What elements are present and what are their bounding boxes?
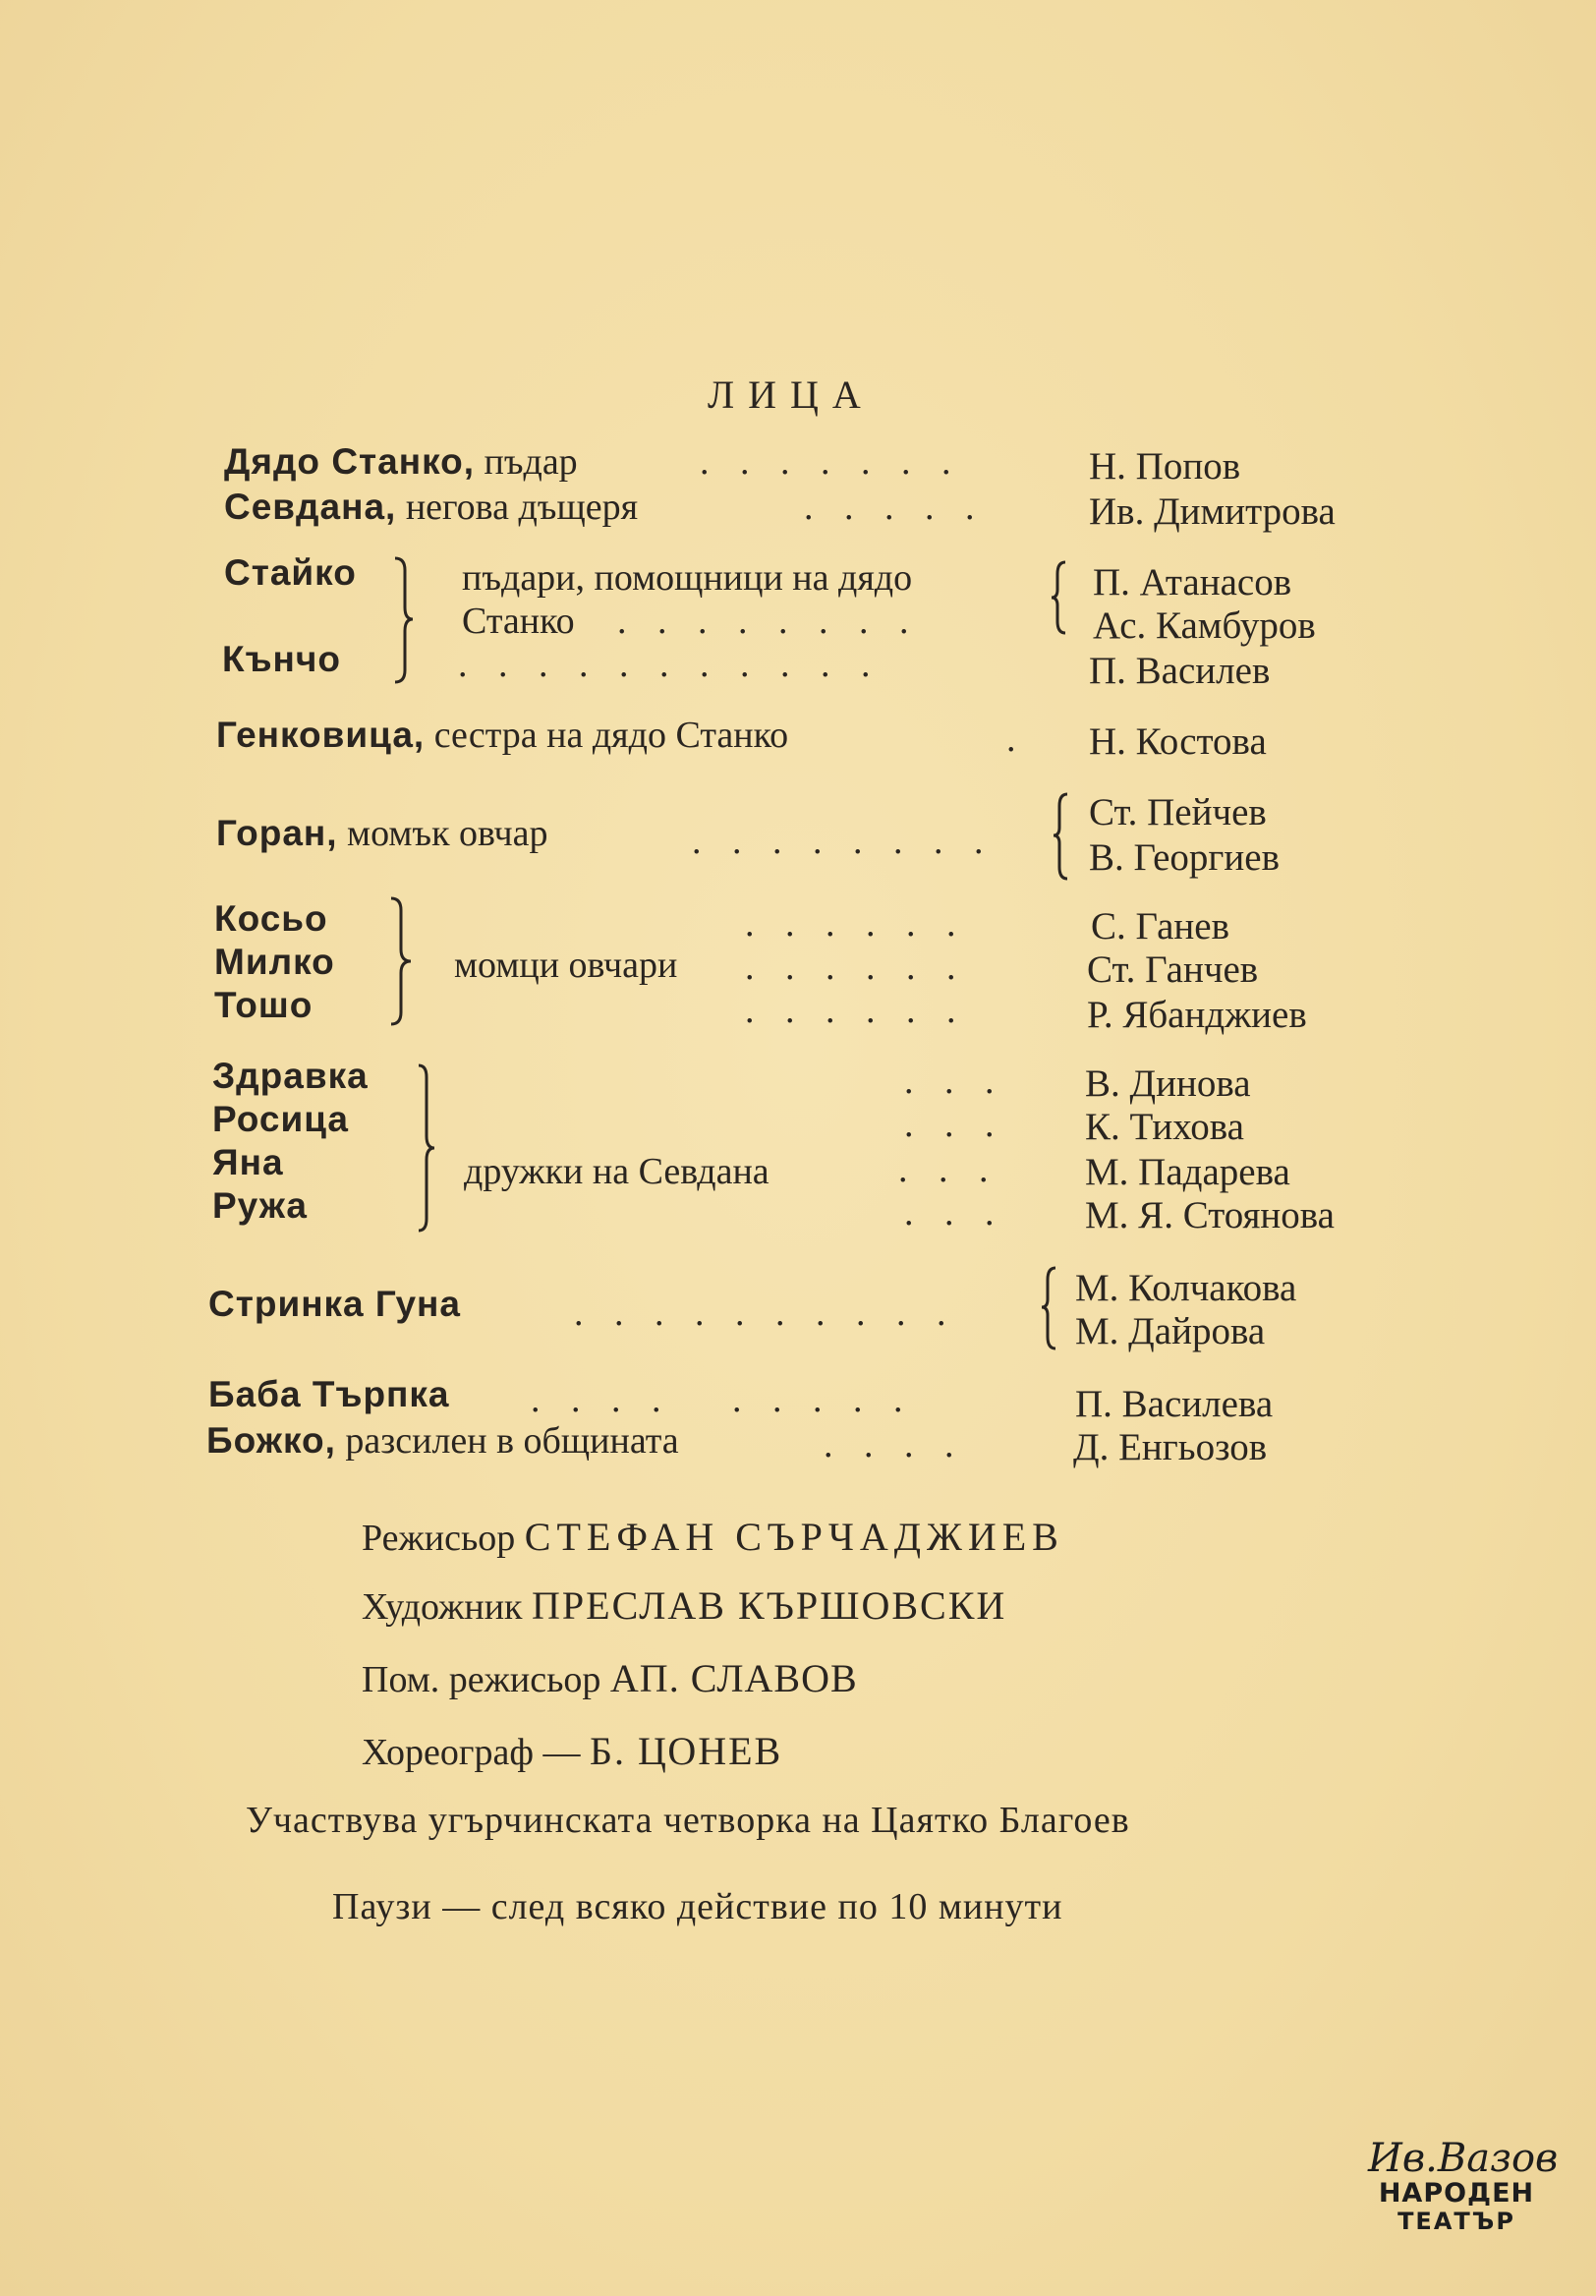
actor-name: П. Василев bbox=[1089, 650, 1271, 692]
actor-name: П. Атанасов bbox=[1093, 561, 1292, 603]
role-name: Косьо bbox=[214, 898, 328, 939]
leader-dots: . . . . bbox=[824, 1424, 965, 1465]
music-note: Участвува угърчинската четворка на Цаятко Благоев bbox=[246, 1800, 1130, 1841]
role-name: Стайко bbox=[224, 552, 357, 593]
leader-dots: . . . . . . bbox=[745, 947, 967, 988]
role-name: Кънчо bbox=[222, 639, 341, 679]
actor-name: М. Дайрова bbox=[1075, 1310, 1266, 1352]
role-name: Милко bbox=[214, 942, 335, 982]
leader-dots: . . . . . . . bbox=[700, 441, 962, 483]
page-title: ЛИЦА bbox=[708, 373, 875, 417]
logo-signature: Ив.Вазов bbox=[1368, 2136, 1559, 2181]
credit-choreographer bbox=[362, 1728, 782, 1774]
leader-dots: . . . bbox=[904, 1104, 1005, 1145]
actor-name: М. Я. Стоянова bbox=[1085, 1194, 1335, 1236]
cast-row-dyado-stanko bbox=[224, 440, 578, 484]
role-name: Баба Търпка bbox=[208, 1374, 450, 1414]
credit-label: Режисьор bbox=[362, 1518, 516, 1559]
actor-name: Н. Костова bbox=[1089, 720, 1267, 763]
actor-name: В. Георгиев bbox=[1089, 836, 1280, 879]
role-name: Тошо bbox=[214, 985, 314, 1025]
credit-label: Художник bbox=[362, 1586, 523, 1628]
role-desc: разсилен в общината bbox=[345, 1420, 679, 1462]
right-brace bbox=[385, 896, 419, 1026]
actor-name: С. Ганев bbox=[1091, 905, 1229, 947]
credit-artist bbox=[362, 1582, 1006, 1629]
credit-director bbox=[362, 1514, 1064, 1560]
role-name: Яна bbox=[212, 1142, 284, 1182]
role-name: Горан, bbox=[216, 813, 338, 853]
credit-name: ПРЕСЛАВ КЪРШОВСКИ bbox=[532, 1583, 1007, 1628]
logo-text-line1: НАРОДЕН bbox=[1378, 2178, 1535, 2209]
credit-assistant-director bbox=[362, 1655, 858, 1701]
role-name: Ружа bbox=[212, 1185, 308, 1226]
actor-name: П. Василева bbox=[1075, 1383, 1274, 1425]
role-name: Стринка Гуна bbox=[208, 1284, 461, 1324]
leader-dots: . . . . . bbox=[804, 487, 986, 528]
leader-dots: . bbox=[1006, 718, 1027, 760]
role-name: Севдана, bbox=[224, 487, 397, 527]
credit-label: Хореограф — bbox=[362, 1732, 581, 1773]
leader-dots: . . . . . . bbox=[745, 903, 967, 945]
actor-name: Ас. Камбуров bbox=[1093, 604, 1316, 647]
leader-dots: . . . . . . . . bbox=[617, 601, 920, 642]
actor-name: М. Падарева bbox=[1085, 1151, 1290, 1193]
credit-label: Пом. режисьор bbox=[362, 1659, 601, 1700]
actor-name: Н. Попов bbox=[1089, 445, 1241, 488]
cast-row-goran bbox=[216, 812, 548, 855]
actor-name: Р. Ябанджиев bbox=[1087, 994, 1307, 1036]
role-desc: момък овчар bbox=[347, 813, 548, 854]
role-desc: пъдар bbox=[484, 441, 578, 483]
actor-name: В. Динова bbox=[1085, 1062, 1251, 1105]
actor-name: К. Тихова bbox=[1085, 1106, 1244, 1148]
credit-name: СТЕФАН СЪРЧАДЖИЕВ bbox=[524, 1515, 1064, 1559]
leader-dots: . . . . . . . . bbox=[692, 821, 995, 862]
leader-dots: . . . . . . bbox=[745, 990, 967, 1031]
role-desc: дружки на Севдана bbox=[464, 1151, 770, 1192]
right-brace bbox=[1052, 792, 1073, 881]
cast-row-bozhko bbox=[206, 1419, 679, 1463]
left-brace bbox=[389, 556, 419, 684]
role-name: Генковица, bbox=[216, 715, 426, 755]
actor-name: М. Колчакова bbox=[1075, 1267, 1297, 1309]
right-brace bbox=[1040, 1266, 1061, 1350]
credit-name: АП. СЛАВОВ bbox=[609, 1656, 858, 1700]
role-desc: сестра на дядо Станко bbox=[433, 715, 789, 756]
actor-name: Ст. Пейчев bbox=[1089, 791, 1267, 833]
role-desc: пъдари, помощници на дядо bbox=[462, 557, 913, 599]
right-brace bbox=[413, 1063, 442, 1233]
right-brace bbox=[1050, 560, 1071, 635]
role-desc: момци овчари bbox=[454, 945, 678, 986]
role-name: Здравка bbox=[212, 1056, 369, 1096]
leader-dots: . . . bbox=[904, 1192, 1005, 1234]
theater-logo bbox=[1368, 2136, 1559, 2266]
pauses-note: Паузи — след всяко действие по 10 минути bbox=[332, 1886, 1063, 1927]
role-name: Росица bbox=[212, 1099, 349, 1139]
leader-dots: . . . . . . . . . . bbox=[574, 1292, 957, 1334]
actor-name: Ст. Ганчев bbox=[1087, 948, 1259, 991]
logo-text-line2: ТЕАТЪР bbox=[1397, 2208, 1515, 2235]
actor-name: Ив. Димитрова bbox=[1089, 490, 1336, 533]
leader-dots: . . . bbox=[898, 1149, 999, 1190]
cast-row-genkovitsa bbox=[216, 714, 788, 757]
credit-name: Б. ЦОНЕВ bbox=[590, 1729, 783, 1773]
cast-row-sevdana bbox=[224, 486, 638, 529]
role-name: Дядо Станко, bbox=[224, 441, 475, 482]
role-desc: Станко bbox=[462, 601, 575, 642]
leader-dots: . . . . . . . . . . . bbox=[458, 644, 882, 685]
actor-name: Д. Енгьозов bbox=[1073, 1426, 1268, 1468]
leader-dots: . . . . . . . . . bbox=[531, 1379, 914, 1420]
leader-dots: . . . bbox=[904, 1061, 1005, 1102]
role-name: Божко, bbox=[206, 1420, 336, 1461]
role-desc: негова дъщеря bbox=[405, 487, 639, 528]
